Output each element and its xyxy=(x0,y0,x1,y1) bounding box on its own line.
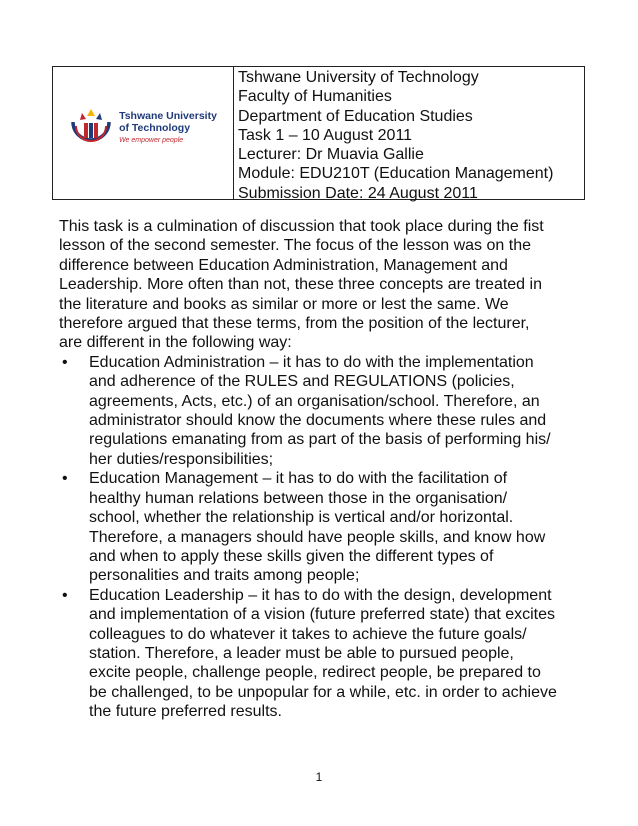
intro-line: difference between Education Administration, Management and xyxy=(59,256,508,274)
header-module: Module: EDU210T (Education Management) xyxy=(238,165,554,183)
bullet-line: personalities and traits among people; xyxy=(89,567,360,585)
header-info-cell xyxy=(234,67,584,202)
intro-line: lesson of the second semester. The focus of the lesson was on the xyxy=(59,237,531,255)
bullet-management xyxy=(59,469,584,585)
bullet-line: agreements, Acts, etc.) of an organisation/school. Therefore, an xyxy=(89,392,540,410)
bullet-line: administrator should know the documents where these rules and xyxy=(89,412,547,430)
bullet-line: school, whether the relationship is vertical and/or horizontal. xyxy=(89,509,514,527)
bullet-line: healthy human relations between those in the organisation/ xyxy=(89,489,508,507)
university-logo xyxy=(69,106,217,150)
bullet-line: regulations emanating from as part of the basis of performing his/ xyxy=(89,431,551,449)
bullet-line: Therefore, a managers should have people skills, and know how xyxy=(89,528,546,546)
document-body xyxy=(59,217,584,722)
intro-line: the literature and books as similar or more or lest the same. We xyxy=(59,295,509,313)
header-lecturer: Lecturer: Dr Muavia Gallie xyxy=(238,146,424,164)
bullet-line: and when to apply these skills given the different types of xyxy=(89,547,494,565)
intro-line: therefore argued that these terms, from the position of the lecturer, xyxy=(59,315,530,333)
bullet-icon: • xyxy=(62,470,68,488)
bullet-line: be challenged, to be unpopular for a while, etc. in order to achieve xyxy=(89,683,557,701)
header-department: Department of Education Studies xyxy=(238,107,473,125)
university-crest-icon xyxy=(69,106,113,150)
header-table xyxy=(52,66,585,200)
bullet-line: Education Leadership – it has to do with the design, development xyxy=(89,586,552,604)
header-submission-date: Submission Date: 24 August 2011 xyxy=(238,184,478,202)
bullet-icon: • xyxy=(62,353,68,371)
bullet-line: and implementation of a vision (future preferred state) that excites xyxy=(89,606,556,624)
logo-tagline: We empower people xyxy=(119,136,184,144)
definition-list xyxy=(59,353,584,722)
bullet-line: station. Therefore, a leader must be able to pursued people, xyxy=(89,644,514,662)
logo-name-line2: of Technology xyxy=(119,121,191,134)
bullet-line: excite people, challenge people, redirect people, be prepared to xyxy=(89,664,541,682)
bullet-line: Education Administration – it has to do with the implementation xyxy=(89,353,534,371)
bullet-line: the future preferred results. xyxy=(89,703,282,721)
header-university: Tshwane University of Technology xyxy=(238,69,479,86)
bullet-line: Education Management – it has to do with the facilitation of xyxy=(89,470,508,488)
logo-cell xyxy=(53,67,234,199)
page-number: 1 xyxy=(315,770,323,784)
bullet-administration xyxy=(59,353,584,469)
bullet-icon: • xyxy=(62,586,68,604)
intro-paragraph xyxy=(59,217,584,353)
header-task: Task 1 – 10 August 2011 xyxy=(238,126,413,144)
intro-line: are different in the following way: xyxy=(59,334,292,352)
logo-name-line1: Tshwane University xyxy=(119,109,217,122)
bullet-line: and adherence of the RULES and REGULATIONS (policies, xyxy=(89,373,515,391)
intro-line: Leadership. More often than not, these three concepts are treated in xyxy=(59,276,542,294)
bullet-leadership xyxy=(59,586,584,722)
intro-line: This task is a culmination of discussion that took place during the fist xyxy=(59,218,544,235)
bullet-line: colleagues to do whatever it takes to achieve the future goals/ xyxy=(89,625,527,643)
bullet-line: her duties/responsibilities; xyxy=(89,450,274,468)
header-faculty: Faculty of Humanities xyxy=(238,88,392,106)
